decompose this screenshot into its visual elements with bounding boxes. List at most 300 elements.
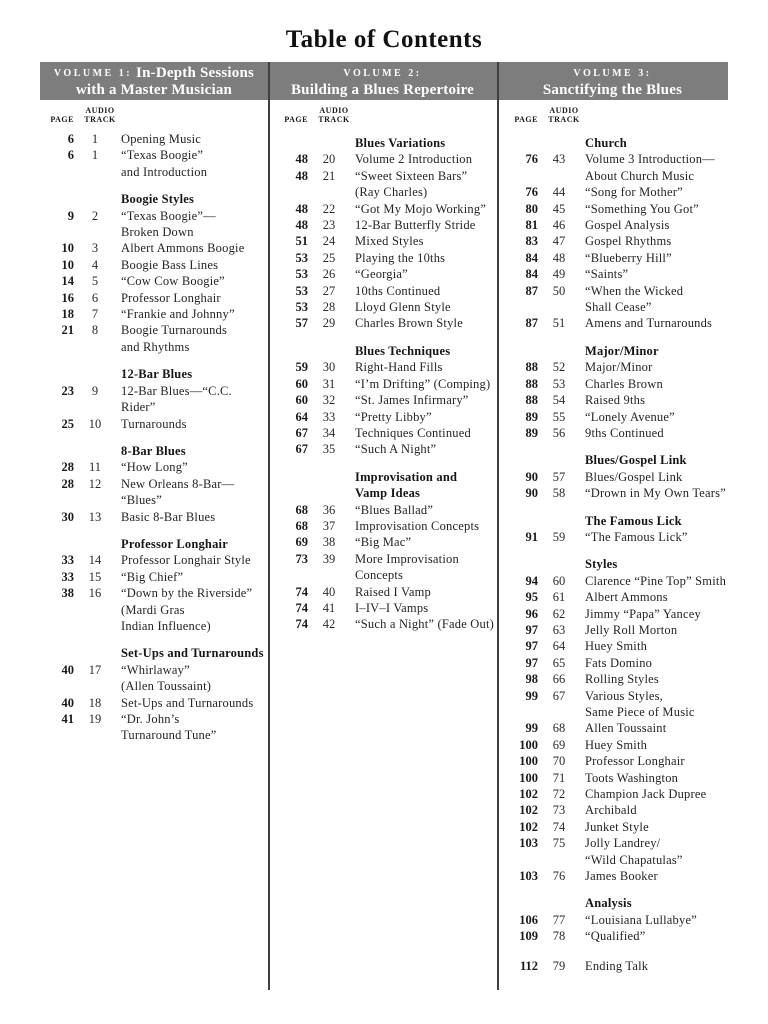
volume-1-header-line1 <box>40 65 268 82</box>
volume-3-header-line1 <box>497 65 728 82</box>
page-number: 48 <box>295 152 308 167</box>
toc-entry <box>42 257 266 273</box>
page-number: 98 <box>525 672 538 687</box>
section-title: 12-Bar Blues <box>121 367 193 382</box>
page-number: 83 <box>525 234 538 249</box>
toc-entry <box>506 753 730 769</box>
toc-entry <box>506 315 730 331</box>
toc-entry <box>506 233 730 249</box>
track-label: TRACK <box>548 115 580 124</box>
audio-label: AUDIO <box>85 106 115 115</box>
entry-title: Boogie Bass Lines <box>121 257 219 272</box>
audio-track-number: 55 <box>552 409 566 424</box>
toc-entry <box>506 655 730 671</box>
entry-title: “When the Wicked Shall Cease” <box>585 283 684 315</box>
section-heading <box>276 135 500 151</box>
page-number <box>276 135 308 151</box>
page-number: 87 <box>525 316 538 331</box>
audio-track-number: 31 <box>322 376 336 391</box>
page-number: 38 <box>61 586 74 601</box>
page-number <box>42 645 74 661</box>
entry-title: 12-Bar Blues—“C.C. Rider” <box>121 383 232 415</box>
page-number: 48 <box>295 168 308 183</box>
audio-track-number: 63 <box>552 622 566 637</box>
entry-title: Basic 8-Bar Blues <box>121 509 216 524</box>
audio-track-number: 5 <box>91 274 99 289</box>
page-number: 9 <box>67 208 74 223</box>
page-number: 10 <box>61 257 74 272</box>
page-number: 23 <box>61 383 74 398</box>
section-title: Church <box>585 136 627 150</box>
entry-title: Volume 2 Introduction <box>355 152 473 167</box>
page-number: 94 <box>525 573 538 588</box>
toc-entry <box>276 299 500 315</box>
entry-title: Professor Longhair Style <box>121 553 251 568</box>
page-number: 88 <box>525 393 538 408</box>
audio-track-number: 47 <box>552 234 566 249</box>
toc-entry <box>506 606 730 622</box>
audio-track-number <box>308 135 350 151</box>
page-number <box>506 452 538 468</box>
entry-title: Turnarounds <box>121 416 187 431</box>
toc-entry <box>506 835 730 868</box>
audio-track-number: 34 <box>322 425 336 440</box>
audio-track-number: 78 <box>552 929 566 944</box>
page-number: 59 <box>295 360 308 375</box>
toc-entry <box>276 425 500 441</box>
entry-title: “Song for Mother” <box>585 185 683 200</box>
entry-title: Archibald <box>585 803 637 818</box>
section-title: Blues Techniques <box>355 343 451 358</box>
page-title: Table of Contents <box>285 26 483 53</box>
section-heading <box>276 469 500 502</box>
toc-entry <box>276 283 500 299</box>
page-number: 90 <box>525 469 538 484</box>
toc-entry <box>276 217 500 233</box>
page-column-label: PAGE <box>284 115 308 124</box>
page-number: 100 <box>519 754 538 769</box>
page-number: 88 <box>525 376 538 391</box>
entry-title: Set-Ups and Turnarounds <box>121 695 254 710</box>
toc-entry <box>276 409 500 425</box>
entry-title: Fats Domino <box>585 655 653 670</box>
toc-entry <box>42 711 266 744</box>
audio-track-number: 15 <box>88 569 102 584</box>
audio-track-number: 36 <box>322 502 336 517</box>
section-title: 8-Bar Blues <box>121 443 186 458</box>
entry-title: Charles Brown <box>585 376 663 391</box>
toc-entry <box>276 266 500 282</box>
audio-track-number: 7 <box>91 307 99 322</box>
audio-track-number: 67 <box>552 688 566 703</box>
page-number: 81 <box>525 218 538 233</box>
page-number: 33 <box>61 569 74 584</box>
page-number: 76 <box>525 152 538 167</box>
toc-entry <box>42 322 266 355</box>
entry-title: “St. James Infirmary” <box>355 393 469 408</box>
section-title: Major/Minor <box>585 343 659 358</box>
entry-title: Lloyd Glenn Style <box>355 300 451 315</box>
entry-title: “Texas Boogie”— Broken Down <box>121 208 216 240</box>
entry-title: Allen Toussaint <box>585 721 667 736</box>
toc-entry <box>506 671 730 687</box>
toc-entry <box>42 273 266 289</box>
entry-title: “Something You Got” <box>585 201 699 216</box>
entry-title: Raised 9ths <box>585 393 646 408</box>
page-number <box>42 536 74 552</box>
toc-entry <box>506 928 730 944</box>
audio-track-number: 61 <box>552 590 566 605</box>
section-title: Boogie Styles <box>121 192 195 207</box>
toc-column-volume-1 <box>42 106 266 744</box>
audio-track-number: 40 <box>322 584 336 599</box>
entry-title: “Sweet Sixteen Bars” (Ray Charles) <box>355 168 468 200</box>
audio-track-number: 44 <box>552 185 566 200</box>
column-mini-header <box>42 106 266 124</box>
audio-track-number <box>538 556 580 572</box>
page-number: 102 <box>519 819 538 834</box>
audio-track-number: 56 <box>552 425 566 440</box>
entry-title: “Lonely Avenue” <box>585 409 675 424</box>
entry-title: “Dr. John’s Turnaround Tune” <box>121 712 217 743</box>
toc-entry <box>506 786 730 802</box>
page-number: 89 <box>525 409 538 424</box>
page-number: 51 <box>295 234 308 249</box>
toc-entry <box>506 638 730 654</box>
toc-column-volume-2 <box>276 106 500 633</box>
entry-title: “Down by the Riverside” (Mardi Gras Indian Influence) <box>121 586 253 633</box>
entry-title: Boogie Turnarounds and Rhythms <box>121 323 228 354</box>
entry-title: Major/Minor <box>585 360 653 375</box>
entry-title: Rolling Styles <box>585 672 659 687</box>
toc-entry <box>506 283 730 316</box>
audio-track-number: 27 <box>322 283 336 298</box>
entry-title: Junket Style <box>585 819 649 834</box>
audio-track-number: 43 <box>552 152 566 167</box>
page-number <box>276 469 308 502</box>
audio-track-number: 76 <box>552 869 566 884</box>
toc-entry <box>42 147 266 180</box>
page-number: 64 <box>295 409 308 424</box>
entry-title: “Such a Night” (Fade Out) <box>355 617 494 632</box>
page-column-label: PAGE <box>514 115 538 124</box>
page-number <box>42 191 74 207</box>
volume-2-label: VOLUME 2: <box>343 67 422 79</box>
page-number: 80 <box>525 201 538 216</box>
toc-entry <box>276 392 500 408</box>
entry-title: James Booker <box>585 869 658 884</box>
page-number: 96 <box>525 606 538 621</box>
toc-column-volume-3 <box>506 106 730 974</box>
volume-1-title: In-Depth Sessions <box>136 64 255 81</box>
page-number: 68 <box>295 518 308 533</box>
audio-track-number: 52 <box>552 360 566 375</box>
entry-title: “How Long” <box>121 460 188 475</box>
audio-track-number: 62 <box>552 606 566 621</box>
section-heading <box>42 536 266 552</box>
section-heading <box>276 343 500 359</box>
audio-track-number: 10 <box>88 416 102 431</box>
page-number: 67 <box>295 442 308 457</box>
audio-track-number: 19 <box>88 712 102 726</box>
page-number: 14 <box>61 274 74 289</box>
page-number: 76 <box>525 185 538 200</box>
section-heading <box>506 135 730 151</box>
toc-entry <box>42 459 266 475</box>
entry-title: “Drown in My Own Tears” <box>585 486 726 501</box>
toc-entry <box>276 376 500 392</box>
page-number: 67 <box>295 425 308 440</box>
toc-entry <box>42 131 266 147</box>
page-number: 103 <box>519 869 538 884</box>
toc-entry <box>276 518 500 534</box>
section-heading <box>506 556 730 572</box>
audio-track-number: 30 <box>322 360 336 375</box>
toc-entry <box>276 315 500 331</box>
audio-track-number: 17 <box>88 662 102 677</box>
toc-entry <box>506 392 730 408</box>
entry-title: Mixed Styles <box>355 234 424 249</box>
toc-entry <box>276 151 500 167</box>
page-column-label: PAGE <box>50 115 74 124</box>
audio-track-column-label <box>308 106 360 124</box>
entry-title: Charles Brown Style <box>355 316 463 331</box>
page-number: 53 <box>295 283 308 298</box>
page-number: 28 <box>61 476 74 491</box>
page-number: 6 <box>67 148 74 163</box>
audio-track-number: 54 <box>552 393 566 408</box>
page-number: 74 <box>295 584 308 599</box>
page-number: 99 <box>525 721 538 736</box>
audio-track-number <box>538 135 580 151</box>
audio-track-number: 57 <box>552 469 566 484</box>
page-number <box>506 556 538 572</box>
page-number: 53 <box>295 300 308 315</box>
volume-3-header <box>497 62 728 100</box>
toc-entry <box>506 589 730 605</box>
entry-title: Professor Longhair <box>121 290 221 305</box>
page-number <box>506 343 538 359</box>
entry-title: Gospel Analysis <box>585 218 670 233</box>
entry-title: “Georgia” <box>355 267 408 282</box>
page-number: 21 <box>61 323 74 338</box>
section-heading <box>42 366 266 382</box>
audio-track-number <box>538 343 580 359</box>
page-number: 102 <box>519 787 538 802</box>
toc-entry <box>276 584 500 600</box>
page-number: 53 <box>295 267 308 282</box>
toc-entry <box>276 534 500 550</box>
page-number: 25 <box>61 416 74 431</box>
entry-title: Jimmy “Papa” Yancey <box>585 606 701 621</box>
audio-track-number: 59 <box>552 529 566 544</box>
page-number: 10 <box>61 241 74 256</box>
track-label: TRACK <box>84 115 116 124</box>
toc-entry <box>506 151 730 184</box>
volume-3-label: VOLUME 3: <box>573 67 652 79</box>
toc-entry <box>42 695 266 711</box>
toc-entry <box>506 819 730 835</box>
audio-track-number <box>538 452 580 468</box>
toc-entry <box>276 502 500 518</box>
entry-title: I–IV–I Vamps <box>355 600 429 615</box>
toc-entry <box>42 416 266 432</box>
toc-entry <box>506 184 730 200</box>
page-number: 97 <box>525 639 538 654</box>
toc-entry <box>42 383 266 416</box>
audio-track-number: 24 <box>322 234 336 249</box>
audio-track-number: 25 <box>322 250 336 265</box>
entry-title: “Pretty Libby” <box>355 409 432 424</box>
audio-track-number: 28 <box>322 300 336 315</box>
toc-entry <box>42 662 266 695</box>
toc-entry <box>276 616 500 632</box>
volume-3-subtitle: Sanctifying the Blues <box>542 81 683 98</box>
volume-header-bar <box>40 62 728 100</box>
page-number <box>506 895 538 911</box>
audio-track-number: 72 <box>552 787 566 802</box>
audio-track-number <box>74 536 116 552</box>
audio-track-number: 38 <box>322 535 336 550</box>
page-number: 48 <box>295 218 308 233</box>
toc-entry <box>276 359 500 375</box>
entry-title: “Qualified” <box>585 929 646 944</box>
page-number <box>276 343 308 359</box>
entry-title: “Big Mac” <box>355 535 412 550</box>
toc-entry <box>506 802 730 818</box>
toc-entry <box>276 168 500 201</box>
entry-title: “Texas Boogie” and Introduction <box>121 148 208 179</box>
audio-track-number: 53 <box>552 376 566 391</box>
toc-entry <box>276 201 500 217</box>
toc-entry <box>506 958 730 974</box>
page-number: 112 <box>519 958 538 973</box>
volume-2-subtitle: Building a Blues Repertoire <box>290 81 475 98</box>
entry-title: “Louisiana Lullabye” <box>585 912 697 927</box>
toc-entries-volume-3 <box>506 135 730 974</box>
audio-track-number: 16 <box>88 586 102 601</box>
page-number: 30 <box>61 509 74 524</box>
audio-track-number: 23 <box>322 218 336 233</box>
entry-title: “Saints” <box>585 267 629 282</box>
column-mini-header <box>506 106 730 124</box>
page-number: 100 <box>519 770 538 785</box>
audio-track-number: 41 <box>322 600 336 615</box>
page-number: 74 <box>295 617 308 632</box>
toc-entry <box>506 622 730 638</box>
volume-1-label: VOLUME 1: <box>53 67 133 79</box>
audio-track-number: 50 <box>552 283 566 298</box>
audio-track-number: 29 <box>322 316 336 331</box>
volume-1-header <box>40 62 268 100</box>
page-number: 33 <box>61 553 74 568</box>
entry-title: “The Famous Lick” <box>585 529 688 544</box>
audio-track-column-label <box>538 106 590 124</box>
audio-track-number: 39 <box>322 551 336 566</box>
page-number: 84 <box>525 250 538 265</box>
entry-title: Playing the 10ths <box>355 250 446 265</box>
page-number: 102 <box>519 803 538 818</box>
audio-track-number: 22 <box>322 201 336 216</box>
audio-track-number <box>74 191 116 207</box>
page-number <box>506 513 538 529</box>
toc-entry <box>42 552 266 568</box>
audio-track-number: 37 <box>322 518 336 533</box>
page-number <box>42 366 74 382</box>
entry-title: Various Styles, Same Piece of Music <box>585 688 695 719</box>
toc-entry <box>42 585 266 634</box>
page-number: 97 <box>525 622 538 637</box>
entry-title: Opening Music <box>121 132 202 146</box>
section-title: Analysis <box>585 896 632 911</box>
toc-entry <box>506 688 730 721</box>
page-number: 53 <box>295 250 308 265</box>
audio-track-number: 51 <box>552 316 566 331</box>
page-number: 60 <box>295 393 308 408</box>
page-number: 90 <box>525 486 538 501</box>
page-number: 88 <box>525 360 538 375</box>
audio-track-number: 13 <box>88 509 102 524</box>
toc-entry <box>506 529 730 545</box>
page-number: 87 <box>525 283 538 298</box>
audio-track-number: 69 <box>552 737 566 752</box>
audio-track-number: 68 <box>552 721 566 736</box>
page-number: 91 <box>525 529 538 544</box>
toc-entry <box>276 551 500 584</box>
section-title: Set-Ups and Turnarounds <box>121 646 264 661</box>
page-number: 106 <box>519 912 538 927</box>
entry-title: Champion Jack Dupree <box>585 787 707 802</box>
toc-entry <box>506 469 730 485</box>
spacer <box>506 945 730 958</box>
section-heading <box>506 452 730 468</box>
page-number: 73 <box>295 551 308 566</box>
page-number: 57 <box>295 316 308 331</box>
audio-track-number: 60 <box>552 573 566 588</box>
audio-track-number: 8 <box>91 323 99 338</box>
entry-title: Huey Smith <box>585 737 648 752</box>
toc-entry <box>506 217 730 233</box>
page-number: 109 <box>519 929 538 944</box>
audio-track-number: 58 <box>552 486 566 501</box>
audio-track-number: 42 <box>322 617 336 632</box>
audio-track-number <box>538 895 580 911</box>
audio-track-column-label <box>74 106 126 124</box>
page-number: 84 <box>525 267 538 282</box>
audio-track-number: 18 <box>88 695 102 710</box>
page-number: 41 <box>61 712 74 726</box>
audio-track-number <box>74 645 116 661</box>
toc-entry <box>506 425 730 441</box>
audio-track-number: 9 <box>91 383 99 398</box>
toc-entry <box>42 208 266 241</box>
entry-title: Huey Smith <box>585 639 648 654</box>
audio-track-number: 77 <box>552 912 566 927</box>
page-number: 48 <box>295 201 308 216</box>
entry-title: Gospel Rhythms <box>585 234 672 249</box>
entry-title: Amens and Turnarounds <box>585 316 713 331</box>
toc-entry <box>506 868 730 884</box>
toc-entry <box>506 912 730 928</box>
audio-track-number <box>308 343 350 359</box>
toc-entry <box>42 240 266 256</box>
audio-track-number: 32 <box>322 393 336 408</box>
audio-track-number <box>74 366 116 382</box>
entry-title: 9ths Continued <box>585 425 664 440</box>
entry-title: “Such A Night” <box>355 442 437 457</box>
page-number <box>506 135 538 151</box>
audio-track-number <box>74 443 116 459</box>
